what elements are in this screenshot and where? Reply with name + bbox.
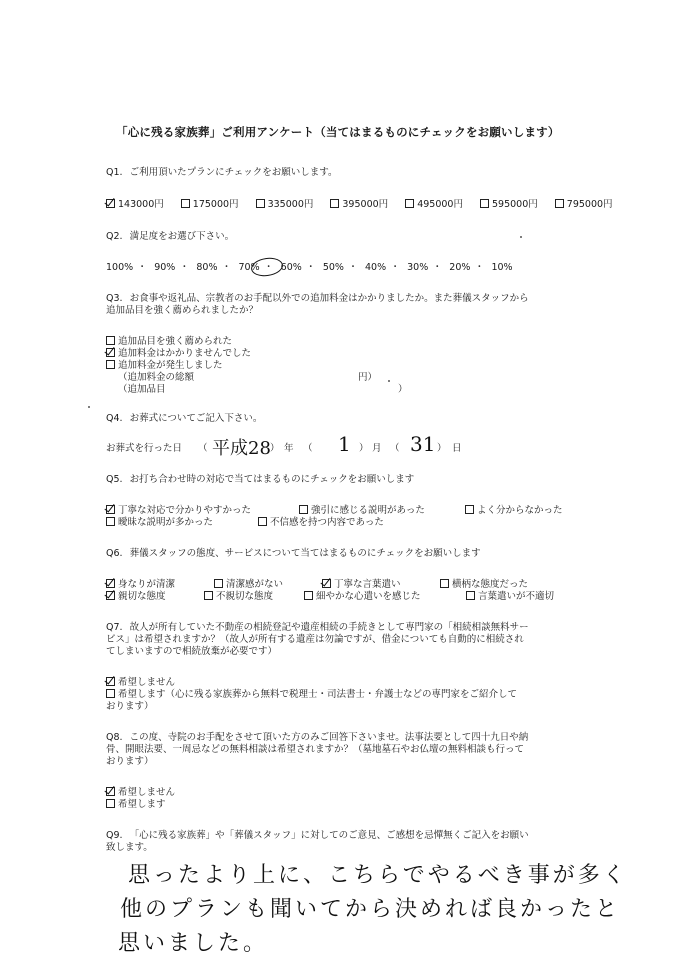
- q8-text-line1: この度、寺院のお手配をさせて頂いた方のみご回答下さいませ。法事法要として四十九日や納: [129, 732, 529, 743]
- q4-month-close: ）: [359, 443, 369, 454]
- q7-text-line2: ビス」は希望されますか？（故人が所有する遺産は勿論ですが、借金についても自動的に相続され: [106, 634, 524, 645]
- q1-text: ご利用頂いたプランにチェックをお願いします。: [129, 167, 338, 178]
- q3-extra-total-field[interactable]: （追加料金の総額: [118, 372, 195, 383]
- scan-speck: [520, 236, 522, 238]
- q6-question: [106, 548, 481, 560]
- q8-question: [106, 732, 528, 744]
- q4-day-open: （: [390, 443, 400, 454]
- q3-extra-items-close: ）: [398, 384, 408, 395]
- q6-label: Q6.: [106, 548, 123, 559]
- q5-option-unclear[interactable]: よく分からなかった: [465, 505, 563, 517]
- q1-option-495000[interactable]: 495000円: [405, 199, 463, 210]
- q2-scale-30[interactable]: 30%: [407, 262, 429, 273]
- q6-option-thoughtful[interactable]: 細やかな心遣いを感じた: [304, 591, 421, 603]
- q6-option-clean-appearance[interactable]: 身なりが清潔: [106, 579, 175, 591]
- checkbox-checked[interactable]: [322, 579, 331, 588]
- q3-option-extra-charge[interactable]: 追加料金が発生しました: [106, 360, 223, 372]
- q4-year-close: ）: [270, 443, 280, 454]
- q4-day-unit: 日: [452, 443, 462, 454]
- q3-question: [106, 293, 529, 305]
- q4-year-unit: 年: [284, 443, 294, 454]
- checkbox[interactable]: [181, 199, 190, 208]
- q9-text-line1: 「心に残る家族葬」や「葬儀スタッフ」に対してのご意見、ご感想を忌憚無くご記入をお願い: [129, 830, 529, 841]
- checkbox-checked[interactable]: [106, 787, 115, 796]
- q2-scale-90[interactable]: 90%: [154, 262, 176, 273]
- q3-option-no-extra-charge[interactable]: 追加料金はかかりませんでした: [106, 348, 251, 360]
- q5-option-clear-explanation[interactable]: 丁寧な対応で分かりやすかった: [106, 505, 251, 517]
- q7-question: [106, 622, 529, 634]
- q4-month-handwritten[interactable]: 1: [338, 432, 351, 456]
- q5-option-vague[interactable]: 曖昧な説明が多かった: [106, 517, 213, 529]
- q8-text-line2: 骨、開眼法要、一周忌などの無料相談は希望されますか？（墓地墓石やお仏壇の無料相談も行って: [106, 744, 525, 755]
- q5-text: お打ち合わせ時の対応で当てはまるものにチェックをお願いします: [129, 474, 415, 485]
- q4-label: Q4.: [106, 413, 123, 424]
- q4-day-handwritten[interactable]: 31: [410, 432, 436, 456]
- q3-text-line1: お食事や返礼品、宗教者のお手配以外での追加料金はかかりましたか。また葬儀スタッフから: [129, 293, 529, 304]
- q1-label: Q1.: [106, 167, 123, 178]
- q7-text-line1: 故人が所有していた不動産の相続登記や遺産相続の手続きとして専門家の「相続相談無料サー: [129, 622, 529, 633]
- q5-label: Q5.: [106, 474, 123, 485]
- q6-option-unkind[interactable]: 不親切な態度: [204, 591, 273, 603]
- checkbox[interactable]: [106, 799, 115, 808]
- checkbox[interactable]: [480, 199, 489, 208]
- q2-scale-80[interactable]: 80%: [196, 262, 218, 273]
- checkbox[interactable]: [204, 591, 213, 600]
- checkbox[interactable]: [106, 689, 115, 698]
- q3-extra-total-unit: 円）: [358, 372, 378, 383]
- q1-option-143000[interactable]: 143000円: [106, 199, 164, 210]
- q9-label: Q9.: [106, 830, 123, 841]
- checkbox-checked[interactable]: [106, 591, 115, 600]
- checkbox[interactable]: [258, 517, 267, 526]
- checkbox-checked[interactable]: [106, 348, 115, 357]
- q2-text: 満足度をお選び下さい。: [129, 231, 235, 242]
- q8-label: Q8.: [106, 732, 123, 743]
- checkbox[interactable]: [256, 199, 265, 208]
- q6-option-not-clean[interactable]: 清潔感がない: [214, 579, 283, 591]
- q1-option-795000[interactable]: 795000円: [555, 199, 613, 210]
- checkbox[interactable]: [466, 591, 475, 600]
- q8-text-line3: おります）: [106, 756, 154, 767]
- q3-text-line2: 追加品目を強く薦められましたか？: [106, 305, 259, 316]
- q4-month-unit: 月: [372, 443, 382, 454]
- q1-options: [106, 199, 613, 211]
- q2-label: Q2.: [106, 231, 123, 242]
- q7-option-request[interactable]: 希望します（心に残る家族葬から無料で税理士・司法書士・弁護士などの専門家をご紹介して: [106, 689, 517, 701]
- q2-scale-100[interactable]: 100%: [106, 262, 134, 273]
- q6-text: 葬儀スタッフの態度、サービスについて当てはまるものにチェックをお願いします: [129, 548, 481, 559]
- survey-title: 「心に残る家族葬」ご利用アンケート（当てはまるものにチェックをお願いします）: [116, 125, 560, 139]
- q8-option-request[interactable]: 希望します: [106, 799, 166, 811]
- q9-answer-line2-handwritten[interactable]: 他のプランも聞いてから決めれば良かったと: [120, 897, 621, 922]
- q2-scale-10[interactable]: 10%: [491, 262, 513, 273]
- checkbox[interactable]: [330, 199, 339, 208]
- q3-label: Q3.: [106, 293, 123, 304]
- q2-scale-40[interactable]: 40%: [364, 262, 387, 273]
- q4-text: お葬式についてご記入下さい。: [129, 413, 263, 424]
- q9-answer-line1-handwritten[interactable]: 思ったより上に、こちらでやるべき事が多く: [128, 863, 628, 888]
- q3-extra-items-field[interactable]: （追加品目: [118, 384, 166, 395]
- q6-option-polite-language[interactable]: 丁寧な言葉遣い: [322, 579, 401, 591]
- q9-text-line2: 致します。: [106, 842, 153, 853]
- q2-question: [106, 231, 234, 243]
- selection-circle: [250, 256, 284, 278]
- q4-era-year-handwritten[interactable]: 平成28: [212, 438, 271, 459]
- q4-date-label: お葬式を行った日: [106, 443, 183, 454]
- q1-option-175000[interactable]: 175000円: [181, 199, 239, 210]
- checkbox-checked[interactable]: [106, 199, 115, 208]
- q6-option-inappropriate-language[interactable]: 言葉遣いが不適切: [466, 591, 554, 603]
- checkbox[interactable]: [465, 505, 474, 514]
- q4-question: [106, 413, 262, 425]
- q5-question: [106, 474, 414, 486]
- checkbox[interactable]: [405, 199, 414, 208]
- checkbox[interactable]: [214, 579, 223, 588]
- q1-option-395000[interactable]: 395000円: [330, 199, 388, 210]
- q7-option-decline[interactable]: 希望しません: [106, 677, 175, 689]
- checkbox[interactable]: [299, 505, 308, 514]
- q1-option-595000[interactable]: 595000円: [480, 199, 538, 210]
- q5-option-pushy-explanation[interactable]: 強引に感じる説明があった: [299, 505, 425, 517]
- scan-speck: [388, 380, 390, 382]
- q1-option-335000[interactable]: 335000円: [256, 199, 314, 210]
- q2-scale: 100% ・ 90% ・ 80% ・ 70% ・ 60% ・ 50% ・ 40% ・ 30% ・ 20% ・ 10%: [106, 262, 513, 273]
- q8-option-decline[interactable]: 希望しません: [106, 787, 175, 799]
- q2-scale-50[interactable]: 50%: [322, 262, 344, 273]
- checkbox-checked[interactable]: [106, 505, 115, 514]
- q2-scale-60[interactable]: 60%: [280, 262, 302, 273]
- checkbox[interactable]: [106, 517, 115, 526]
- checkbox[interactable]: [106, 360, 115, 369]
- checkbox[interactable]: [555, 199, 564, 208]
- checkbox-checked[interactable]: [106, 677, 115, 686]
- q6-option-kind-attitude[interactable]: 親切な態度: [106, 591, 166, 603]
- q7-label: Q7.: [106, 622, 123, 633]
- q7-text-line3: てしまいますので相続放棄が必要です）: [106, 646, 278, 657]
- q3-option-strongly-recommended[interactable]: 追加品目を強く薦められた: [106, 336, 232, 348]
- q4-day-close: ）: [437, 443, 447, 454]
- checkbox[interactable]: [304, 591, 313, 600]
- q9-answer-line3-handwritten[interactable]: 思いました。: [118, 931, 269, 956]
- q2-scale-20[interactable]: 20%: [449, 262, 471, 273]
- q2-scale-70-selected[interactable]: 70%: [238, 262, 260, 273]
- scan-speck: [88, 406, 90, 408]
- checkbox[interactable]: [440, 579, 449, 588]
- q6-option-arrogant[interactable]: 横柄な態度だった: [440, 579, 528, 591]
- q5-option-distrust[interactable]: 不信感を持つ内容であった: [258, 517, 384, 529]
- q1-question: [106, 167, 338, 179]
- q4-year-open: （: [198, 443, 208, 454]
- q7-option-request-line2: おります）: [106, 701, 154, 712]
- q4-month-open: （: [303, 443, 313, 454]
- q9-question: [106, 830, 529, 842]
